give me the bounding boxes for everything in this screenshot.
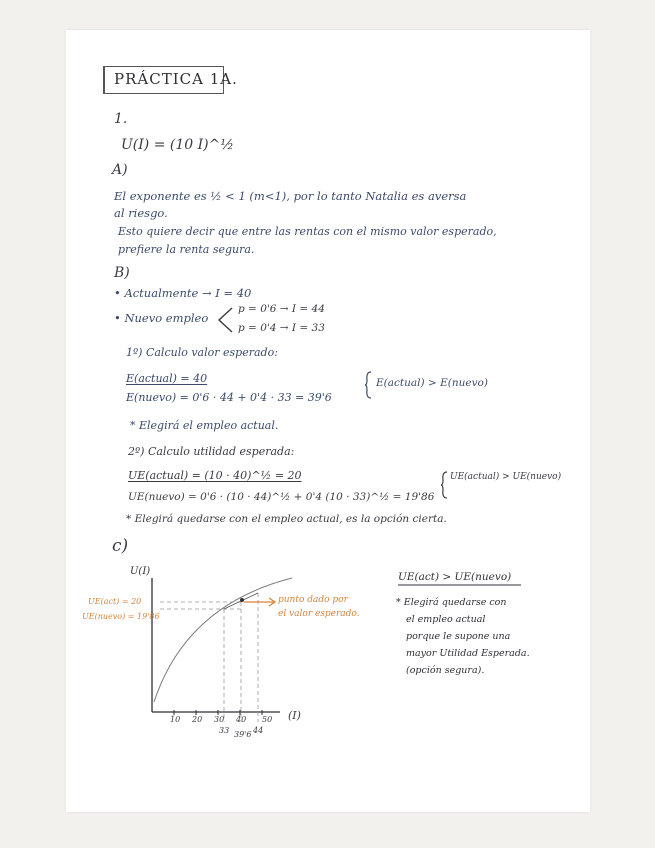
y-axis-label: U(I) xyxy=(130,566,151,577)
arrow-note-2: el valor esperado. xyxy=(278,609,360,619)
question-number: 1. xyxy=(114,111,128,127)
part-a-line3: Esto quiere decir que entre las rentas con el mismo valor esperado, xyxy=(118,225,497,238)
page-title: PRÁCTICA 1A. xyxy=(114,70,238,88)
step-expected-utility: 2º) Calculo utilidad esperada: xyxy=(128,445,295,458)
utility-graph xyxy=(66,30,590,812)
expected-value-point xyxy=(240,598,244,602)
conclusion-expected: * Elegirá el empleo actual. xyxy=(130,419,279,432)
expected-new: E(nuevo) = 0'6 · 44 + 0'4 · 33 = 39'6 xyxy=(126,391,332,404)
side-line-5: (opción segura). xyxy=(406,665,485,676)
conclusion-utility: * Elegirá quedarse con el empleo actual, es la opción cierta. xyxy=(126,513,447,525)
part-a-line1: El exponente es ½ < 1 (m<1), por lo tanto Natalia es aversa xyxy=(114,189,467,203)
utility-curve xyxy=(154,578,292,702)
utility-actual: UE(actual) = (10 · 40)^½ = 20 xyxy=(128,469,302,482)
expected-actual: E(actual) = 40 xyxy=(126,372,208,385)
part-a-label: A) xyxy=(112,162,128,178)
side-line-2: el empleo actual xyxy=(406,614,486,625)
tick-50: 50 xyxy=(262,715,273,724)
part-a-line2: al riesgo. xyxy=(114,206,168,220)
side-line-1: * Elegirá quedarse con xyxy=(396,597,507,608)
ue-actual-label: UE(act) = 20 xyxy=(88,597,142,606)
part-b-label: B) xyxy=(114,265,130,281)
side-line-4: mayor Utilidad Esperada. xyxy=(406,648,530,659)
side-heading: UE(act) > UE(nuevo) xyxy=(398,571,512,583)
arrow-note-1: punto dado por xyxy=(278,595,348,605)
part-a-line4: prefiere la renta segura. xyxy=(118,243,255,256)
new-job: • Nuevo empleo xyxy=(114,311,209,325)
utility-new: UE(nuevo) = 0'6 · (10 · 44)^½ + 0'4 (10 · 33)^½ = 19'86 xyxy=(128,491,435,503)
tick-39-6: 39'6 xyxy=(234,730,252,739)
notebook-page xyxy=(66,30,590,812)
tick-33: 33 xyxy=(219,726,230,735)
expected-comparison: E(actual) > E(nuevo) xyxy=(376,377,488,389)
utility-comparison: UE(actual) > UE(nuevo) xyxy=(450,472,562,482)
tick-30: 30 xyxy=(214,715,225,724)
utility-function: U(I) = (10 I)^½ xyxy=(121,137,234,153)
part-c-label: c) xyxy=(112,536,129,556)
branch-high: p = 0'6 → I = 44 xyxy=(238,303,325,315)
side-line-3: porque le supone una xyxy=(406,631,511,642)
tick-40: 40 xyxy=(236,715,247,724)
tick-44: 44 xyxy=(253,726,264,735)
tick-10: 10 xyxy=(170,715,181,724)
branch-low: p = 0'4 → I = 33 xyxy=(238,322,325,334)
ue-new-label: UE(nuevo) = 19'86 xyxy=(82,612,160,621)
current-income: • Actualmente → I = 40 xyxy=(114,286,252,300)
tick-20: 20 xyxy=(192,715,203,724)
step-expected-value: 1º) Calculo valor esperado: xyxy=(126,346,278,359)
x-axis-label: (I) xyxy=(288,709,301,722)
